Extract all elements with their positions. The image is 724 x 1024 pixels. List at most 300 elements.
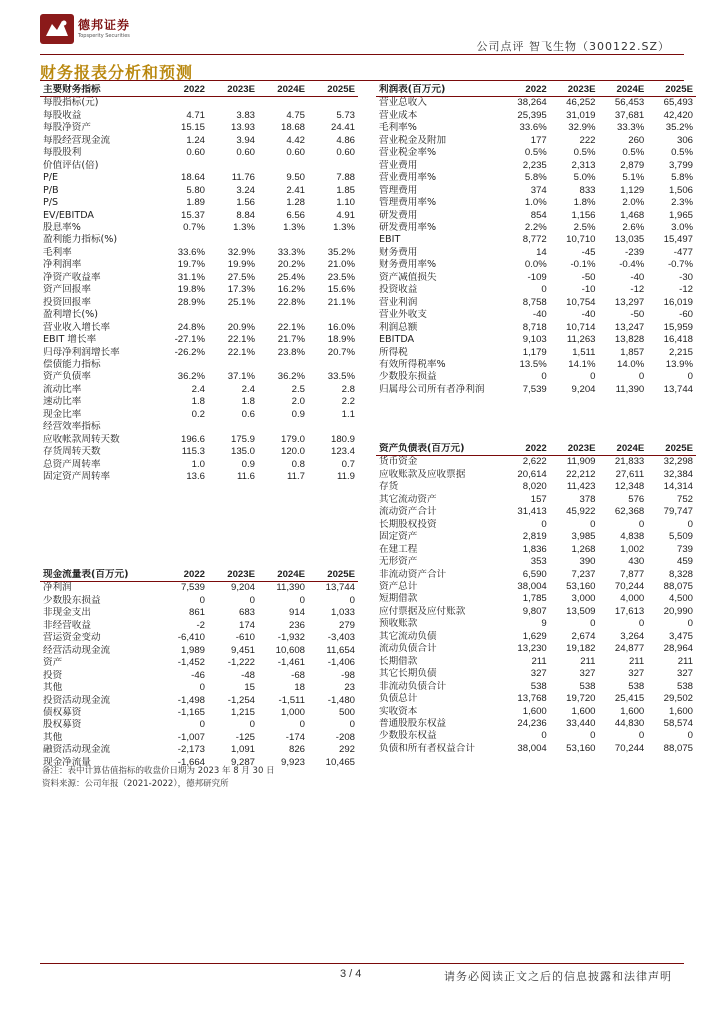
table-cell: 4,500 bbox=[668, 593, 693, 605]
table-cell: 1,091 bbox=[230, 744, 255, 756]
table-cell: 14.1% bbox=[568, 358, 596, 370]
row-label: 营业税金率% bbox=[379, 147, 437, 159]
row-label: 财务费用率% bbox=[379, 259, 437, 271]
table-cell: 2.2 bbox=[341, 396, 355, 408]
table-cell: 3.94 bbox=[236, 134, 255, 146]
table-cell: 3,985 bbox=[571, 531, 596, 543]
table-row bbox=[40, 122, 358, 134]
table-cell: 33.3% bbox=[617, 122, 645, 134]
footer-divider bbox=[40, 963, 684, 964]
row-label: EV/EBITDA bbox=[43, 209, 94, 221]
table-row bbox=[40, 384, 358, 396]
table-cell: 1,000 bbox=[280, 706, 305, 718]
row-label: 非流动资产合计 bbox=[379, 568, 447, 580]
table-cell: 70,244 bbox=[614, 580, 645, 592]
table-cell: 4,838 bbox=[620, 531, 645, 543]
table-cell: 327 bbox=[676, 668, 693, 680]
row-label: 每股经营现金流 bbox=[43, 134, 111, 146]
table-cell: 211 bbox=[677, 655, 693, 667]
table-cell: 752 bbox=[676, 493, 693, 505]
table-cell: 37.1% bbox=[227, 371, 255, 383]
table-row bbox=[40, 210, 358, 222]
table-cell: -45 bbox=[581, 246, 596, 258]
row-label: 负债总计 bbox=[379, 693, 418, 705]
table-cell bbox=[258, 421, 308, 433]
table-cell: 2,674 bbox=[571, 630, 596, 642]
table-cell: 8,328 bbox=[668, 568, 693, 580]
table-cell bbox=[308, 234, 358, 246]
table-cell: 27,611 bbox=[615, 468, 645, 480]
table-cell: 19.8% bbox=[177, 284, 205, 296]
table-cell bbox=[208, 421, 258, 433]
table-row bbox=[40, 632, 358, 644]
table-cell: 1,600 bbox=[620, 705, 645, 717]
table-cell: 23 bbox=[344, 682, 355, 694]
table-row bbox=[376, 469, 696, 481]
table-cell: 9,204 bbox=[571, 383, 596, 395]
table-cell: 0 bbox=[590, 371, 596, 383]
row-label: 负债和所有者权益合计 bbox=[379, 742, 475, 754]
table-cell: 0.7 bbox=[341, 458, 355, 470]
table-row bbox=[376, 347, 696, 359]
table-cell: 44,830 bbox=[614, 717, 645, 729]
table-row bbox=[376, 384, 696, 396]
table-cell: 211 bbox=[531, 655, 547, 667]
table-row bbox=[376, 322, 696, 334]
table-cell: 327 bbox=[530, 668, 547, 680]
page-title: 财务报表分析和预测 bbox=[40, 63, 194, 82]
table-cell: 1,511 bbox=[572, 346, 596, 358]
table-cell: -1,461 bbox=[277, 657, 305, 669]
row-label: 存货周转天数 bbox=[43, 446, 101, 458]
table-cell bbox=[258, 359, 308, 371]
table-cell: 1,785 bbox=[522, 593, 547, 605]
table-cell: 2.0% bbox=[622, 197, 645, 209]
row-label: 财务费用 bbox=[379, 246, 418, 258]
table-cell: 538 bbox=[676, 680, 693, 692]
table-cell: -1,165 bbox=[177, 706, 205, 718]
table-cell: -12 bbox=[630, 284, 645, 296]
table-cell: -30 bbox=[679, 271, 693, 283]
table-row bbox=[376, 593, 696, 605]
table-cell: 7,539 bbox=[522, 383, 547, 395]
note-data-source: 资料来源：公司年报（2021-2022），德邦研究所 bbox=[42, 779, 229, 789]
table-cell: 260 bbox=[628, 134, 645, 146]
table-cell: 25,415 bbox=[614, 693, 645, 705]
table-row bbox=[376, 135, 696, 147]
table-header-row bbox=[376, 84, 696, 97]
table-cell: 11,390 bbox=[276, 582, 305, 594]
table-cell: 20.9% bbox=[227, 321, 255, 333]
table-cell: 306 bbox=[676, 134, 693, 146]
row-label: 营业成本 bbox=[379, 109, 418, 121]
table-cell: 538 bbox=[579, 680, 596, 692]
table-cell: 28.9% bbox=[177, 296, 205, 308]
table-cell: 31,019 bbox=[566, 109, 596, 121]
table-cell: 9,204 bbox=[230, 582, 255, 594]
table-cell: 2.41 bbox=[286, 184, 305, 196]
table-cell: 135.0 bbox=[230, 446, 255, 458]
table-cell: 1.56 bbox=[236, 197, 255, 209]
column-header: 2024E bbox=[258, 84, 308, 97]
table-row bbox=[40, 434, 358, 446]
table-cell: 32,384 bbox=[663, 468, 693, 480]
table-cell: 2,235 bbox=[522, 159, 547, 171]
table-cell: 157 bbox=[530, 493, 547, 505]
table-cell: 13,509 bbox=[566, 605, 596, 617]
table-cell: 32,298 bbox=[663, 456, 693, 468]
table-cell: 327 bbox=[579, 668, 596, 680]
table-cell: 378 bbox=[579, 493, 596, 505]
table-cell: 459 bbox=[676, 556, 693, 568]
table-row bbox=[40, 707, 358, 719]
table-cell: 0 bbox=[590, 518, 596, 530]
table-row bbox=[376, 743, 696, 755]
table-cell: 11,423 bbox=[566, 481, 596, 493]
table-cell: 538 bbox=[628, 680, 645, 692]
table-cell: 7,877 bbox=[620, 568, 645, 580]
table-cell: 0.9 bbox=[241, 458, 255, 470]
table-row bbox=[40, 135, 358, 147]
table-cell: 10,710 bbox=[566, 234, 596, 246]
table-cell: 0.60 bbox=[336, 147, 355, 159]
table-cell: -40 bbox=[581, 309, 596, 321]
row-label: 每股股利 bbox=[43, 147, 82, 159]
table-cell: 9,451 bbox=[230, 644, 255, 656]
table-cell: 16.0% bbox=[327, 321, 355, 333]
table-cell: 35.2% bbox=[327, 246, 355, 258]
row-label: 其他 bbox=[43, 731, 63, 743]
table-cell bbox=[158, 309, 208, 321]
table-cell: 6,590 bbox=[522, 568, 547, 580]
table-cell: 5,509 bbox=[668, 531, 693, 543]
table-cell: 5.1% bbox=[622, 172, 645, 184]
table-cell: 3.24 bbox=[236, 184, 255, 196]
table-cell: 211 bbox=[628, 655, 645, 667]
column-header: 2023E bbox=[208, 569, 258, 582]
row-label: 管理费用率% bbox=[379, 197, 437, 209]
table-cell: 10,608 bbox=[275, 644, 305, 656]
row-label: 归属母公司所有者净利润 bbox=[379, 383, 485, 395]
table-cell: 826 bbox=[288, 744, 305, 756]
table-cell: 353 bbox=[530, 556, 547, 568]
table-cell: 10,465 bbox=[325, 756, 355, 768]
table-cell: 15,959 bbox=[663, 321, 693, 333]
table-cell: 8,718 bbox=[522, 321, 547, 333]
table-row bbox=[40, 459, 358, 471]
table-cell: 211 bbox=[580, 655, 596, 667]
row-label: 研发费用 bbox=[379, 209, 418, 221]
table-cell: 79,747 bbox=[663, 506, 693, 518]
table-cell: 854 bbox=[530, 209, 547, 221]
table-cell: 15.37 bbox=[180, 209, 205, 221]
table-cell: 18 bbox=[294, 682, 305, 694]
row-label: 净利润 bbox=[43, 582, 72, 594]
table-cell: 45,922 bbox=[566, 506, 596, 518]
table-cell: 0 bbox=[541, 371, 547, 383]
table-cell: 175.9 bbox=[230, 433, 255, 445]
column-header: 2023E bbox=[550, 443, 599, 456]
table-row bbox=[376, 110, 696, 122]
row-label: 流动比率 bbox=[43, 383, 82, 395]
table-row bbox=[376, 569, 696, 581]
table-cell: 0 bbox=[638, 730, 645, 742]
table-cell: 42,420 bbox=[663, 109, 693, 121]
table-cell: 11.9 bbox=[337, 471, 355, 483]
table-cell: 4.75 bbox=[286, 109, 305, 121]
table-cell: 2.3% bbox=[671, 197, 693, 209]
table-cell bbox=[158, 160, 208, 172]
table-row bbox=[40, 297, 358, 309]
table-cell: 236 bbox=[288, 619, 305, 631]
table-cell: 25.1% bbox=[227, 296, 255, 308]
table-row bbox=[40, 471, 358, 483]
table-cell: 1.3% bbox=[233, 221, 255, 233]
table-cell: 37,681 bbox=[614, 109, 645, 121]
row-label: 流动资产合计 bbox=[379, 506, 437, 518]
table-cell: 0.60 bbox=[286, 147, 305, 159]
row-label: 非现金支出 bbox=[43, 607, 91, 619]
table-cell: 739 bbox=[676, 543, 693, 555]
table-cell: 11,909 bbox=[566, 456, 596, 468]
table-cell: -1,222 bbox=[227, 657, 255, 669]
table-cell: 20,990 bbox=[663, 605, 693, 617]
table-cell: 1.89 bbox=[186, 197, 205, 209]
table-cell: 33.6% bbox=[519, 122, 547, 134]
row-label: 流动负债合计 bbox=[379, 643, 437, 655]
table-cell: 1,156 bbox=[571, 209, 596, 221]
row-label: 每股指标(元) bbox=[43, 97, 99, 109]
table-cell: 11,263 bbox=[566, 334, 596, 346]
table-cell: 0.5% bbox=[524, 147, 547, 159]
table-cell: 1.0% bbox=[524, 197, 547, 209]
table-cell: -174 bbox=[285, 731, 305, 743]
table-row bbox=[40, 272, 358, 284]
table-cell: 180.9 bbox=[330, 433, 355, 445]
row-label: 实收资本 bbox=[379, 705, 418, 717]
table-row bbox=[40, 744, 358, 756]
table-cell: 0.60 bbox=[186, 147, 205, 159]
table-cell bbox=[258, 160, 308, 172]
balance-sheet-table bbox=[376, 443, 696, 755]
row-label: 应付票据及应付账款 bbox=[379, 605, 466, 617]
table-cell: 1,215 bbox=[230, 706, 255, 718]
table-cell: 19.9% bbox=[227, 259, 255, 271]
table-header-row bbox=[376, 443, 696, 456]
table-cell: 1.8 bbox=[191, 396, 205, 408]
column-header: 2024E bbox=[599, 84, 648, 97]
table-cell: 15,497 bbox=[663, 234, 693, 246]
table-cell: 1.24 bbox=[186, 134, 205, 146]
table-row bbox=[376, 481, 696, 493]
table-row bbox=[376, 210, 696, 222]
table-cell: 16,418 bbox=[663, 334, 693, 346]
table-row bbox=[376, 693, 696, 705]
table-cell: 0.5% bbox=[622, 147, 645, 159]
column-header: 2025E bbox=[647, 443, 696, 456]
table-row bbox=[40, 446, 358, 458]
table-cell: 1,600 bbox=[571, 705, 596, 717]
table-cell: 0 bbox=[249, 594, 255, 606]
table-cell: -3,403 bbox=[327, 632, 355, 644]
table-cell bbox=[208, 97, 258, 110]
table-cell: -1,480 bbox=[327, 694, 355, 706]
table-row bbox=[376, 297, 696, 309]
table-cell: 6.56 bbox=[286, 209, 305, 221]
row-label: 长期股权投资 bbox=[379, 518, 437, 530]
row-label: 偿债能力指标 bbox=[43, 358, 101, 370]
row-label: 短期借款 bbox=[379, 593, 418, 605]
table-cell: 3.83 bbox=[236, 109, 255, 121]
page-number: 3 / 4 bbox=[340, 968, 362, 980]
table-cell: 2,819 bbox=[522, 531, 547, 543]
table-cell: 14 bbox=[536, 246, 547, 258]
table-row bbox=[376, 334, 696, 346]
table-cell: 7.88 bbox=[336, 172, 355, 184]
table-row bbox=[376, 556, 696, 568]
table-cell: 0 bbox=[638, 518, 645, 530]
table-cell: 5.8% bbox=[524, 172, 547, 184]
note-valuation-date: 备注：表中计算估值指标的收盘价日期为 2023 年 8 月 30 日 bbox=[42, 766, 275, 776]
table-row bbox=[376, 247, 696, 259]
table-row bbox=[376, 519, 696, 531]
table-row bbox=[376, 618, 696, 630]
table-cell bbox=[308, 97, 358, 110]
table-cell: 14.0% bbox=[617, 358, 645, 370]
row-label: 应收帐款周转天数 bbox=[43, 433, 120, 445]
column-header: 2022 bbox=[501, 84, 550, 97]
table-cell: 8.84 bbox=[236, 209, 255, 221]
row-label: 每股净资产 bbox=[43, 122, 91, 134]
table-cell: 21.7% bbox=[277, 334, 305, 346]
table-cell: 18.68 bbox=[280, 122, 305, 134]
row-label: EBIT bbox=[379, 234, 401, 246]
table-cell: 0.9 bbox=[291, 408, 305, 420]
row-label: 无形资产 bbox=[379, 556, 418, 568]
row-label: 投资 bbox=[43, 669, 63, 681]
table-cell: 327 bbox=[628, 668, 645, 680]
table-cell: 1,506 bbox=[668, 184, 693, 196]
table-row bbox=[40, 657, 358, 669]
table-cell: 2.2% bbox=[524, 221, 547, 233]
table-row bbox=[40, 371, 358, 383]
table-row bbox=[40, 670, 358, 682]
table-cell: 3.0% bbox=[671, 221, 693, 233]
table-cell: -0.4% bbox=[619, 259, 645, 271]
table-cell: 1,129 bbox=[620, 184, 645, 196]
table-cell: 31.1% bbox=[177, 271, 205, 283]
table-row bbox=[376, 544, 696, 556]
table-cell: 21.0% bbox=[327, 259, 355, 271]
row-label: 速动比率 bbox=[43, 396, 82, 408]
table-cell: -1,254 bbox=[227, 694, 255, 706]
table-cell: 33,440 bbox=[566, 717, 596, 729]
row-label: 其它流动资产 bbox=[379, 493, 437, 505]
table-cell: 13,297 bbox=[614, 296, 645, 308]
row-label: 少数股东损益 bbox=[43, 594, 101, 606]
table-cell: -46 bbox=[191, 669, 205, 681]
row-label: 资产减值损失 bbox=[379, 271, 437, 283]
table-row bbox=[40, 110, 358, 122]
table-row bbox=[40, 682, 358, 694]
table-cell: 21,833 bbox=[614, 456, 645, 468]
row-label: 研发费用率% bbox=[379, 221, 437, 233]
row-label: 投资回报率 bbox=[43, 296, 91, 308]
row-label: 总资产周转率 bbox=[43, 458, 101, 470]
table-cell: 222 bbox=[579, 134, 596, 146]
table-cell: 2.5% bbox=[573, 221, 596, 233]
table-cell: 0.0% bbox=[524, 259, 547, 271]
table-cell: 46,252 bbox=[566, 97, 596, 109]
table-cell: -50 bbox=[581, 271, 596, 283]
table-cell: 2,215 bbox=[668, 346, 693, 358]
table-cell: 27.5% bbox=[227, 271, 255, 283]
table-cell: 25,395 bbox=[517, 109, 547, 121]
table-cell: 56,453 bbox=[614, 97, 645, 109]
table-row bbox=[376, 234, 696, 246]
row-label: 在建工程 bbox=[379, 543, 418, 555]
table-cell bbox=[158, 421, 208, 433]
table-cell: 2.4 bbox=[191, 383, 205, 395]
table-cell bbox=[208, 359, 258, 371]
table-cell: 1.8% bbox=[573, 197, 596, 209]
table-cell: -208 bbox=[335, 731, 355, 743]
row-label: 存货 bbox=[379, 481, 399, 493]
table-header-row bbox=[40, 84, 358, 97]
table-cell: -239 bbox=[625, 246, 645, 258]
table-cell: 18.9% bbox=[327, 334, 355, 346]
table-cell: 576 bbox=[628, 493, 645, 505]
table-cell: 8,758 bbox=[522, 296, 547, 308]
table-cell: 25.4% bbox=[277, 271, 305, 283]
row-label: 营业税金及附加 bbox=[379, 134, 447, 146]
table-cell: 23.8% bbox=[277, 346, 305, 358]
table-cell: 24.41 bbox=[330, 122, 355, 134]
table-cell: 11,390 bbox=[615, 383, 645, 395]
table-row bbox=[40, 595, 358, 607]
column-header: 2023E bbox=[550, 84, 599, 97]
table-cell: 1,989 bbox=[180, 644, 205, 656]
table-cell: 13.9% bbox=[665, 358, 693, 370]
table-row bbox=[40, 695, 358, 707]
table-cell: 36.2% bbox=[277, 371, 305, 383]
row-label: 少数股东权益 bbox=[379, 730, 437, 742]
table-row bbox=[376, 160, 696, 172]
table-cell: 0 bbox=[687, 371, 693, 383]
table-cell: -1,511 bbox=[278, 694, 305, 706]
table-cell: 1,857 bbox=[620, 346, 645, 358]
row-label: 经营效率指标 bbox=[43, 421, 101, 433]
table-cell: 0.6 bbox=[241, 408, 255, 420]
table-cell: 22.1% bbox=[227, 346, 255, 358]
table-cell: 3,264 bbox=[620, 630, 645, 642]
cash-flow-table bbox=[40, 569, 358, 769]
table-cell: -0.1% bbox=[570, 259, 596, 271]
table-cell: 861 bbox=[188, 607, 205, 619]
table-cell: 16,019 bbox=[663, 296, 693, 308]
table-row bbox=[376, 272, 696, 284]
row-label: 资产总计 bbox=[379, 580, 418, 592]
row-label: 少数股东损益 bbox=[379, 371, 437, 383]
row-label: 营业利润 bbox=[379, 296, 418, 308]
table-cell: 0 bbox=[349, 594, 355, 606]
logo-mark-icon bbox=[40, 14, 74, 44]
table-cell bbox=[208, 234, 258, 246]
income-statement-table bbox=[376, 84, 696, 396]
table-cell: 1,965 bbox=[668, 209, 693, 221]
table-cell: 29,502 bbox=[663, 693, 693, 705]
table-cell: 430 bbox=[628, 556, 645, 568]
